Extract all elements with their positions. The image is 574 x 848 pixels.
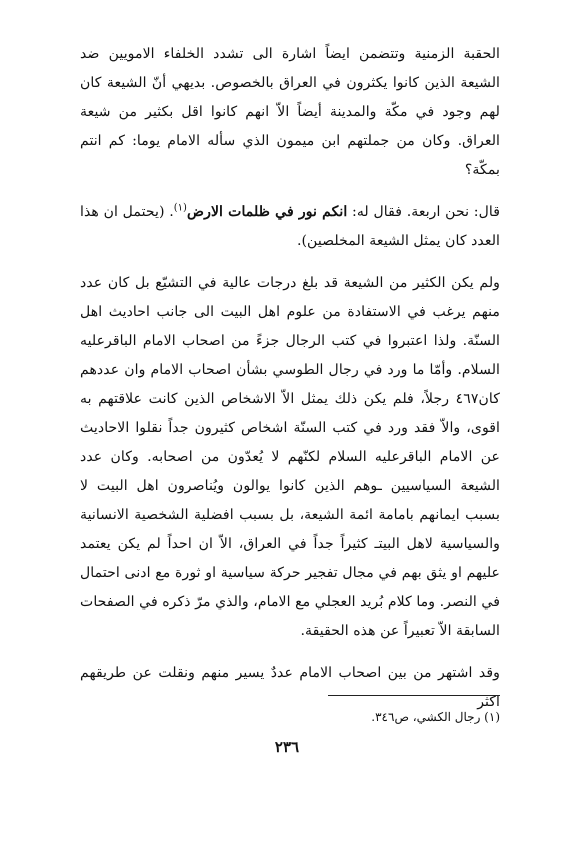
paragraph-1: الحقبة الزمنية وتتضمن ايضاً اشارة الى تشدد الخلفاء الامويين ضد الشيعة الذين كانوا يكثرون في العراق بالخصوص. بديهي أنّ الشيعة كان لهم وجود في مكّة والمدينة أيضاً الاّ انهم كانوا اقل بكثير من شيعة العراق. وكان من جملتهم ابن ميمون الذي سأله الامام يوما: كم انتم بمكّة؟	[80, 46, 500, 178]
quote-intro: قال: نحن اربعة. فقال له:	[352, 204, 500, 220]
paragraph-2	[80, 198, 500, 256]
footnote: (١) رجال الكشي، ص٣٤٦.	[371, 710, 500, 724]
imam-quote: انكم نور في ظلمات الارض	[186, 204, 348, 220]
page-number: ٢٣٦	[274, 738, 300, 756]
quote-comment: . (يحتمل ان هذا العدد كان يمثل الشيعة المخلصين).	[80, 204, 500, 249]
paragraph-3: ولم يكن الكثير من الشيعة قد بلغ درجات عالية في التشيّع بل كان عدد منهم يرغب في الاستفادة من علوم اهل البيت الى جانب احاديث اهل السنّة. ولذا اعتبروا في كتب الرجال جزءً من اصحاب الامام الباقرعليه السلام. وأمّا ما ورد في رجال الطوسي بشأن اصحاب الامام وان عددهم كان٤٦٧ رجلاً، فلم يكن ذلك يمثل الاّ الاشخاص الذين كانت علاقتهم به اقوى، والاّ فقد ورد في كتب السنّة اشخاص كثيرون جداً نقلوا الاحاديث عن الامام الباقرعليه السلام لكنّهم لا يُعدّون من اصحابه. وكان عدد الشيعة السياسيين ـوهم الذين كانوا يوالون ويُناصرون اهل البيت لا بسبب ايمانهم بامامة ائمة الشيعة، بل بسبب افضلية الشخصية الانسانية والسياسية لاهل البيتـ كثيراً جداً في العراق، الاّ ان احداً لم يكن يعتمد عليهم او يثق بهم في مجال تفجير حركة سياسية او ثورة مع ادنى احتمال في النصر. وما كلام بُريد العجلي مع الامام، والذي مرّ ذكره في الصفحات السابقة الاّ تعبيراً عن هذه الحقيقة.	[80, 275, 500, 639]
footnote-separator	[328, 695, 500, 696]
paragraph-4: وقد اشتهر من بين اصحاب الامام عددٌ يسير منهم ونقلت عن طريقهم اكثر	[80, 665, 500, 710]
footnote-marker: (١)	[173, 202, 187, 214]
main-text	[80, 40, 500, 717]
